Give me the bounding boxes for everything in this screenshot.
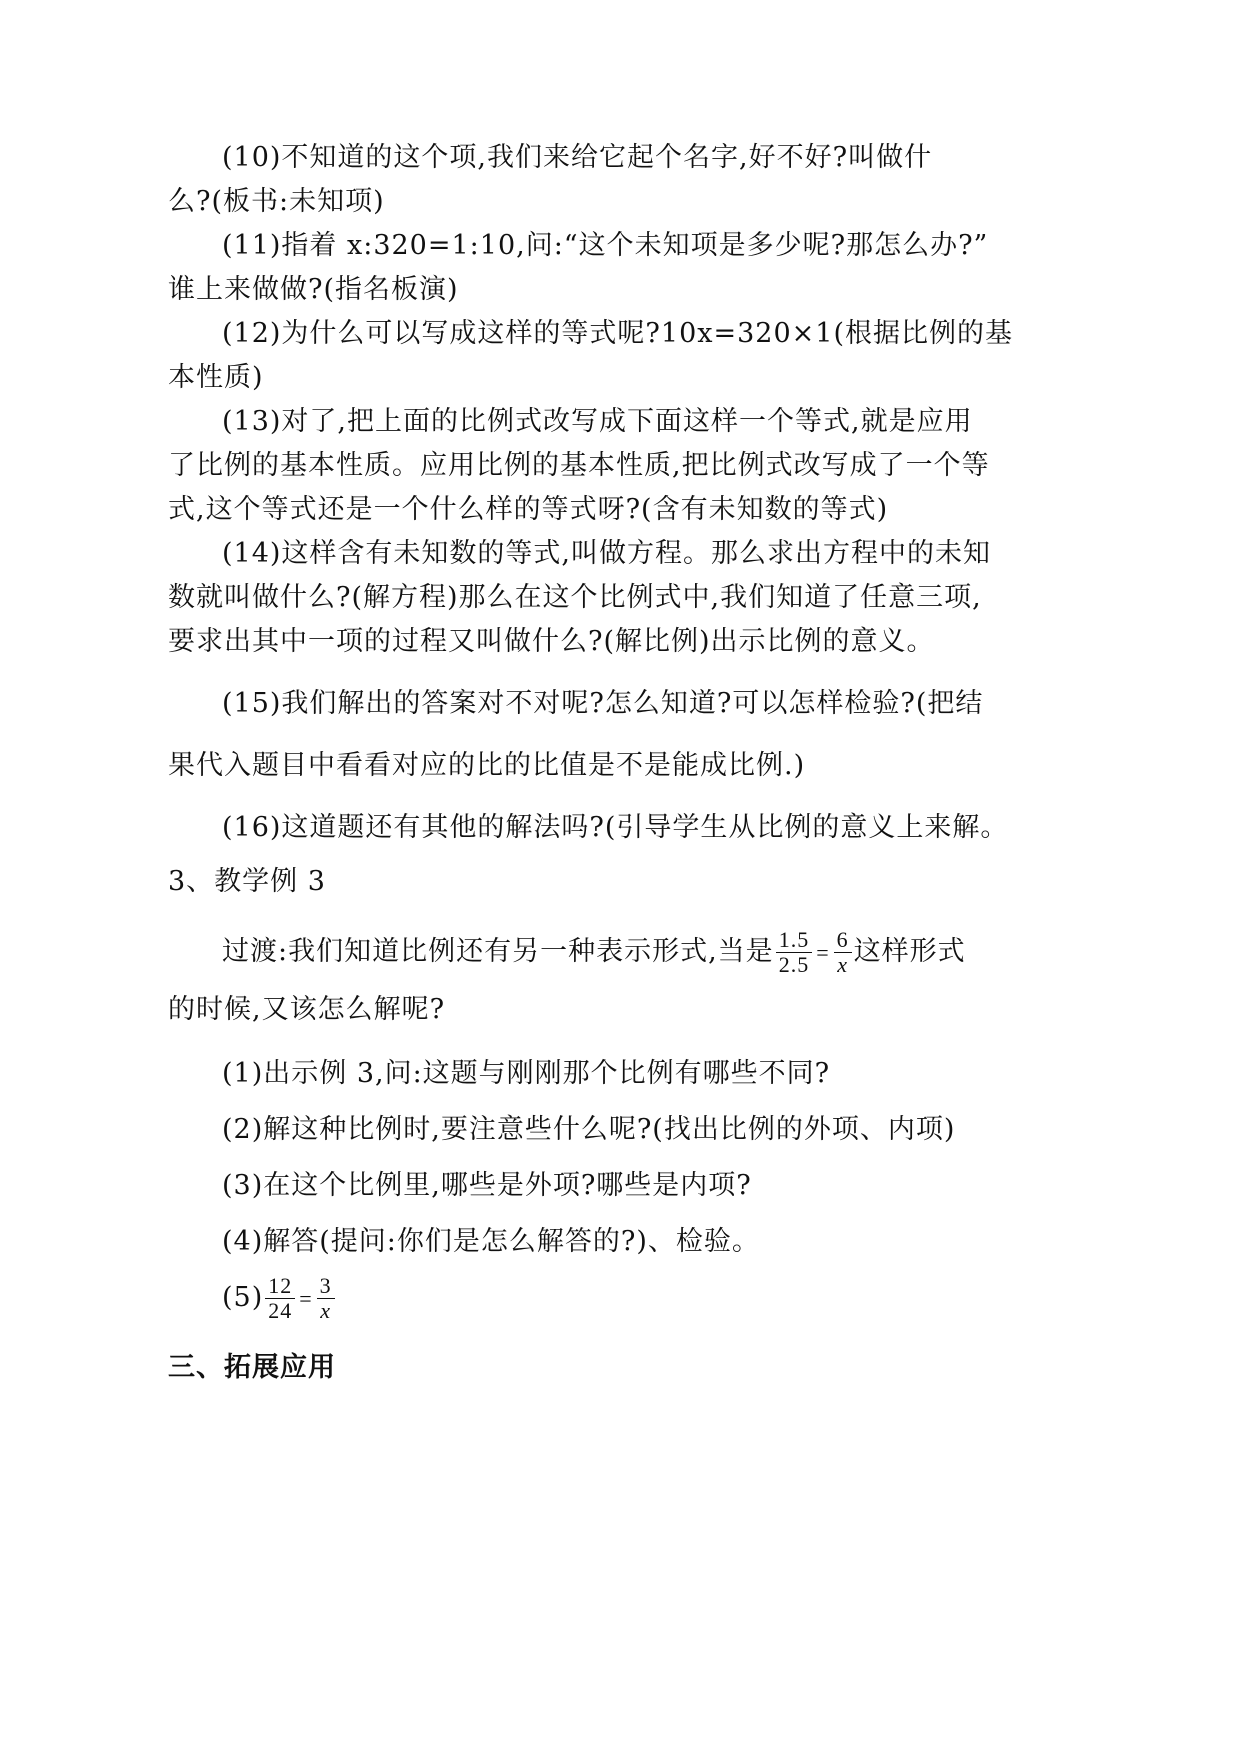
fraction-numerator: 6 [834,928,852,953]
paragraph-line: 谁上来做做?(指名板演) [168,274,459,305]
step-line: (1)出示例 3,问:这题与刚刚那个比例有哪些不同? [222,1058,831,1089]
paragraph-line: 要求出其中一项的过程又叫做什么?(解比例)出示比例的意义。 [168,626,935,657]
step-5-label: (5) [222,1282,264,1313]
step-line: (2)解这种比例时,要注意些什么呢?(找出比例的外项、内项) [222,1114,956,1145]
fraction-denominator: 2.5 [778,952,810,977]
paragraph-line: (15)我们解出的答案对不对呢?怎么知道?可以怎样检验?(把结 [222,688,984,719]
fraction-6-over-x [834,928,852,977]
fraction-numerator: 1.5 [776,928,813,953]
paragraph-line: 果代入题目中看看对应的比的比值是不是能成比例.) [168,750,806,781]
paragraph-line: 本性质) [168,362,264,393]
fraction-denominator: 24 [268,1298,293,1323]
fraction-1-5-over-2-5 [776,928,813,977]
step-5-line [222,1270,1241,1327]
equals-sign: = [816,939,830,965]
paragraph-line: 式,这个等式还是一个什么样的等式呀?(含有未知数的等式) [168,494,889,525]
paragraph-line: (12)为什么可以写成这样的等式呢?10x=320×1(根据比例的基 [222,318,1013,349]
paragraph-line: (13)对了,把上面的比例式改写成下面这样一个等式,就是应用 [222,406,973,437]
paragraph-line: 数就叫做什么?(解方程)那么在这个比例式中,我们知道了任意三项, [168,582,982,613]
fraction-3-over-x [317,1274,335,1323]
transition-line [222,928,1241,977]
fraction-numerator: 3 [317,1274,335,1299]
step-line: (3)在这个比例里,哪些是外项?哪些是内项? [222,1170,752,1201]
paragraph-line: 的时候,又该怎么解呢? [168,994,446,1025]
fraction-denominator: x [320,1298,332,1323]
transition-suffix: 这样形式 [853,936,966,967]
transition-prefix: 过渡:我们知道比例还有另一种表示形式,当是 [222,936,774,967]
paragraph-line: (10)不知道的这个项,我们来给它起个名字,好不好?叫做什 [222,142,933,173]
fraction-numerator: 12 [265,1274,295,1299]
equals-sign: = [299,1285,313,1311]
fraction-12-over-24 [265,1274,295,1323]
step-line: (4)解答(提问:你们是怎么解答的?)、检验。 [222,1226,760,1257]
section-subheading: 3、教学例 3 [168,866,326,897]
paragraph-line: (16)这道题还有其他的解法吗?(引导学生从比例的意义上来解。 [222,812,1009,843]
paragraph-line: 了比例的基本性质。应用比例的基本性质,把比例式改写成了一个等 [168,450,990,481]
paragraph-line: 么?(板书:未知项) [168,186,385,217]
paragraph-line: (11)指着 x:320=1:10,问:“这个未知项是多少呢?那怎么办?” [222,230,989,261]
fraction-denominator: x [837,952,848,977]
paragraph-line: (14)这样含有未知数的等式,叫做方程。那么求出方程中的未知 [222,538,992,569]
section-heading: 三、拓展应用 [168,1352,336,1383]
